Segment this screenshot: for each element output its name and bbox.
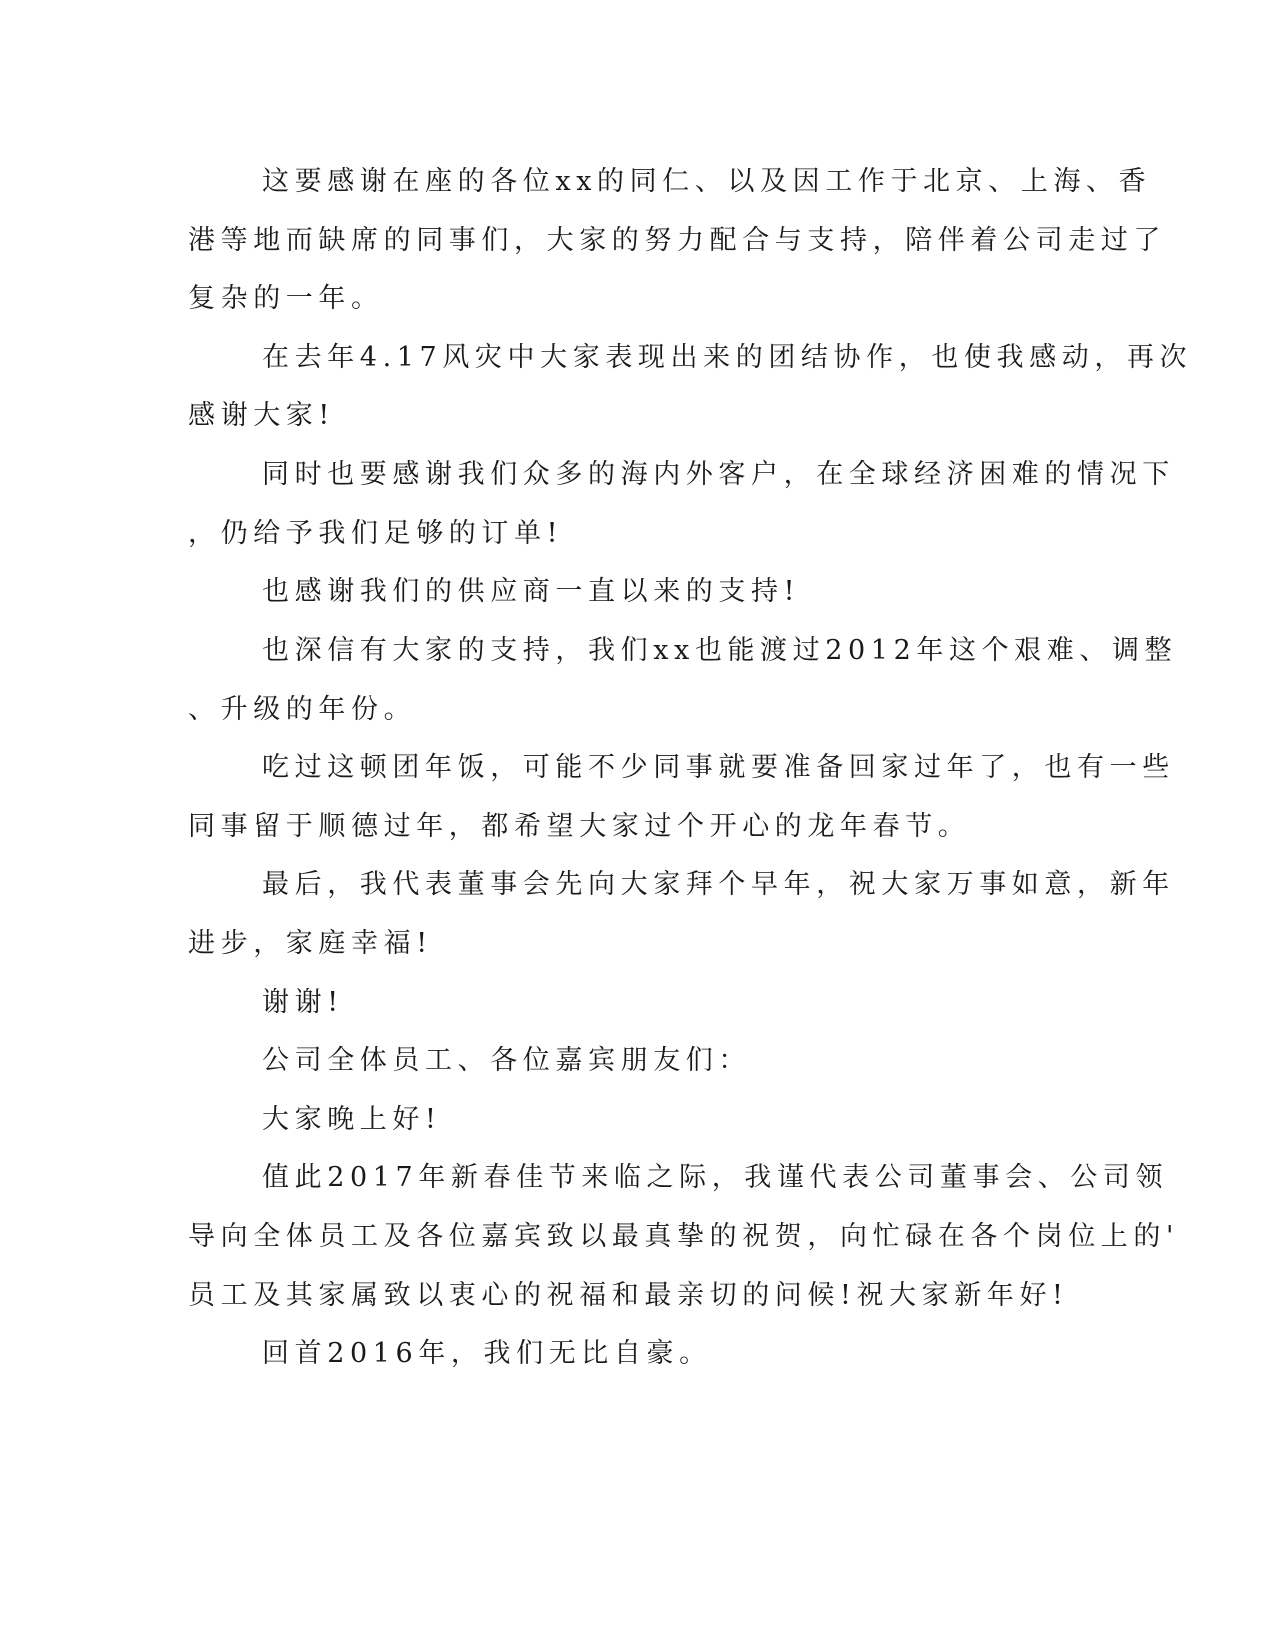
text-line: 进步，家庭幸福! xyxy=(188,928,433,959)
text-line: 港等地而缺席的同事们，大家的努力配合与支持，陪伴着公司走过了 xyxy=(188,225,1166,256)
text-line: 感谢大家! xyxy=(188,400,335,431)
text-line: 也感谢我们的供应商一直以来的支持! xyxy=(262,576,801,607)
text-line: 谢谢! xyxy=(262,987,344,1018)
text-line: 也深信有大家的支持，我们xx也能渡过2012年这个艰难、调整 xyxy=(262,635,1178,666)
text-line: 吃过这顿团年饭，可能不少同事就要准备回家过年了，也有一些 xyxy=(262,752,1175,783)
text-line: 同事留于顺德过年，都希望大家过个开心的龙年春节。 xyxy=(188,811,971,842)
text-line: 复杂的一年。 xyxy=(188,283,384,314)
text-line: 在去年4.17风灾中大家表现出来的团结协作，也使我感动，再次 xyxy=(262,342,1193,373)
text-line: 最后，我代表董事会先向大家拜个早年，祝大家万事如意，新年 xyxy=(262,869,1175,900)
text-line: 员工及其家属致以衷心的祝福和最亲切的问候!祝大家新年好! xyxy=(188,1280,1069,1311)
text-line: 回首2016年，我们无比自豪。 xyxy=(262,1338,712,1369)
text-line: ，仍给予我们足够的订单! xyxy=(188,518,564,549)
text-line: 大家晚上好! xyxy=(262,1104,442,1135)
text-line: 公司全体员工、各位嘉宾朋友们： xyxy=(262,1045,751,1076)
text-line: 、升级的年份。 xyxy=(188,694,417,725)
text-line: 同时也要感谢我们众多的海内外客户，在全球经济困难的情况下 xyxy=(262,459,1175,490)
text-line: 这要感谢在座的各位xx的同仁、以及因工作于北京、上海、香 xyxy=(262,166,1152,197)
text-line: 值此2017年新春佳节来临之际，我谨代表公司董事会、公司领 xyxy=(262,1162,1169,1193)
text-line: 导向全体员工及各位嘉宾致以最真挚的祝贺，向忙碌在各个岗位上的' xyxy=(188,1221,1180,1252)
